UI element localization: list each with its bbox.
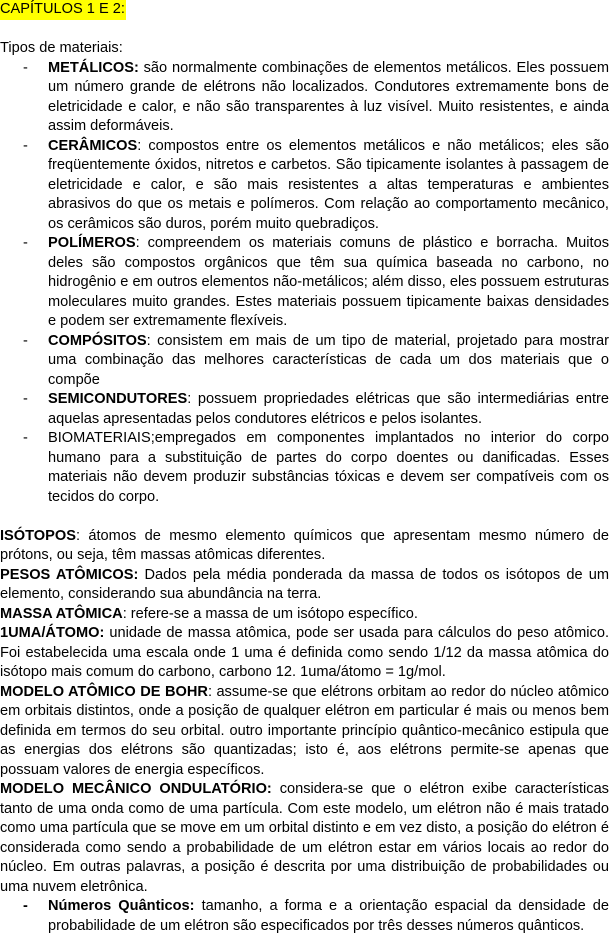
term-semicondutores: SEMICONDUTORES <box>48 391 188 407</box>
desc-polimeros: : compreendem os materiais comuns de plástico e borracha. Muitos deles são compostos orgânicos que têm sua química baseada no carbono, no hidrogênio e em outros elementos não-metálicos; além disso, eles possuem estruturas moleculares muito grandes. Estes materiais possuem tipicamente baixas densidades e podem ser extremamente flexíveis. <box>48 235 609 329</box>
list-dash: - <box>23 430 28 446</box>
heading-row <box>0 0 609 20</box>
desc-metalicos: são normalmente combinações de elementos metálicos. Eles possuem um número grande de elétrons não localizados. Condutores extremamente bons de eletricidade e calor, e não são transparentes à luz visível. Muito resistentes, e ainda assim deformáveis. <box>48 59 609 134</box>
materials-list <box>0 59 609 508</box>
term-polimeros: POLÍMEROS <box>48 235 136 251</box>
blank-line <box>0 507 609 527</box>
term-metalicos: METÁLICOS: <box>48 59 139 76</box>
term-bohr: MODELO ATÔMICO DE BOHR <box>0 683 208 700</box>
quantum-list <box>0 897 609 936</box>
term-compositos: COMPÓSITOS <box>48 332 147 349</box>
term-uma: 1UMA/ÁTOMO: <box>0 625 105 641</box>
list-item-compositos <box>0 332 609 391</box>
desc-compositos: : consistem em mais de um tipo de material, projetado para mostrar uma combinação das melhores características de cada um dos materiais que o compõe <box>48 332 609 388</box>
desc-pesos-atomicos: Dados pela média ponderada da massa de todos os isótopos de um elemento, considerando sua abundância na terra. <box>0 566 609 602</box>
desc-massa-atomica: : refere-se a massa de um isótopo específico. <box>122 605 418 622</box>
term-numeros-quanticos: Números Quânticos: <box>48 898 195 914</box>
list-item-biomateriais <box>0 429 609 507</box>
list-item-metalicos <box>0 59 609 137</box>
list-dash: - <box>23 898 28 914</box>
list-dash: - <box>23 59 28 76</box>
definition-uma <box>0 624 609 683</box>
term-ondulatorio: MODELO MECÂNICO ONDULATÓRIO: <box>0 781 272 797</box>
list-item-polimeros <box>0 234 609 332</box>
desc-uma: unidade de massa atômica, pode ser usada para cálculos do peso atômico. Foi estabelecida uma escala onde 1 uma é definida como sendo 1/12 da massa atômica do isótopo mais comum do carbono, carbono 12. 1uma/átomo = 1g/mol. <box>0 625 609 680</box>
list-dash: - <box>23 332 28 349</box>
list-dash: - <box>23 235 28 251</box>
desc-isotopos: : átomos de mesmo elemento químicos que apresentam mesmo número de prótons, ou seja, têm massas atômicas diferentes. <box>0 527 609 563</box>
list-item-semicondutores <box>0 390 609 429</box>
term-pesos-atomicos: PESOS ATÔMICOS: <box>0 566 139 583</box>
list-dash: - <box>23 137 28 154</box>
desc-ceramicos: : compostos entre os elementos metálicos e não metálicos; eles são freqüentemente óxidos, nitretos e carbetos. São tipicamente isolantes à passagem de eletricidade e calor, e são mais resistentes a altas temperaturas e ambientes abrasivos do que os metais e polímeros. Com relação ao comportamento mecânico, os cerâmicos são duros, porém muito quebradiços. <box>48 137 609 232</box>
desc-biomateriais: BIOMATERIAIS;empregados em componentes implantados no interior do corpo humano para a substituição de partes do corpo doentes ou danificadas. Esses materiais não devem produzir substâncias tóxicas e devem ser compatíveis com os tecidos do corpo. <box>48 430 609 505</box>
desc-bohr: : assume-se que elétrons orbitam ao redor do núcleo atômico em orbitais distintos, onde a posição de qualquer elétron em particular é mais ou menos bem definida em termos do seu orbital. outro importante princípio quântico-mecânico estipula que as energias dos elétrons são quantizadas; isto é, aos elétrons permite-se apenas que possuam valores de energia específicos. <box>0 683 609 778</box>
term-isotopos: ISÓTOPOS <box>0 527 76 544</box>
desc-semicondutores: : possuem propriedades elétricas que são intermediárias entre aquelas apresentadas pelos condutores elétricos e pelos isolantes. <box>48 391 609 427</box>
term-ceramicos: CERÂMICOS <box>48 137 138 154</box>
definition-isotopos <box>0 527 609 566</box>
definition-bohr <box>0 683 609 781</box>
definition-massa-atomica <box>0 605 609 625</box>
definition-ondulatorio <box>0 780 609 897</box>
list-dash: - <box>23 391 28 407</box>
types-title: Tipos de materiais: <box>0 40 123 56</box>
list-item-numeros-quanticos <box>0 897 609 936</box>
chapter-heading: CAPÍTULOS 1 E 2: <box>0 0 126 20</box>
desc-numeros-quanticos: tamanho, a forma e a orientação espacial da densidade de probabilidade de um elétron são especificados por três desses números quânticos. <box>48 898 609 934</box>
term-massa-atomica: MASSA ATÔMICA <box>0 605 123 622</box>
list-item-ceramicos <box>0 137 609 235</box>
blank-line <box>0 20 609 40</box>
definition-pesos-atomicos <box>0 566 609 605</box>
desc-ondulatorio: considera-se que o elétron exibe características tanto de uma onda como de uma partícula. Com este modelo, um elétron não é mais tratado como uma partícula que se move em um orbital distinto e em vez disto, a posição do elétron é considerada como sendo a probabilidade de um elétron estar em vários locais ao redor do núcleo. Em outras palavras, a posição é descrita por uma distribuição de probabilidades ou uma nuvem eletrônica. <box>0 781 609 895</box>
